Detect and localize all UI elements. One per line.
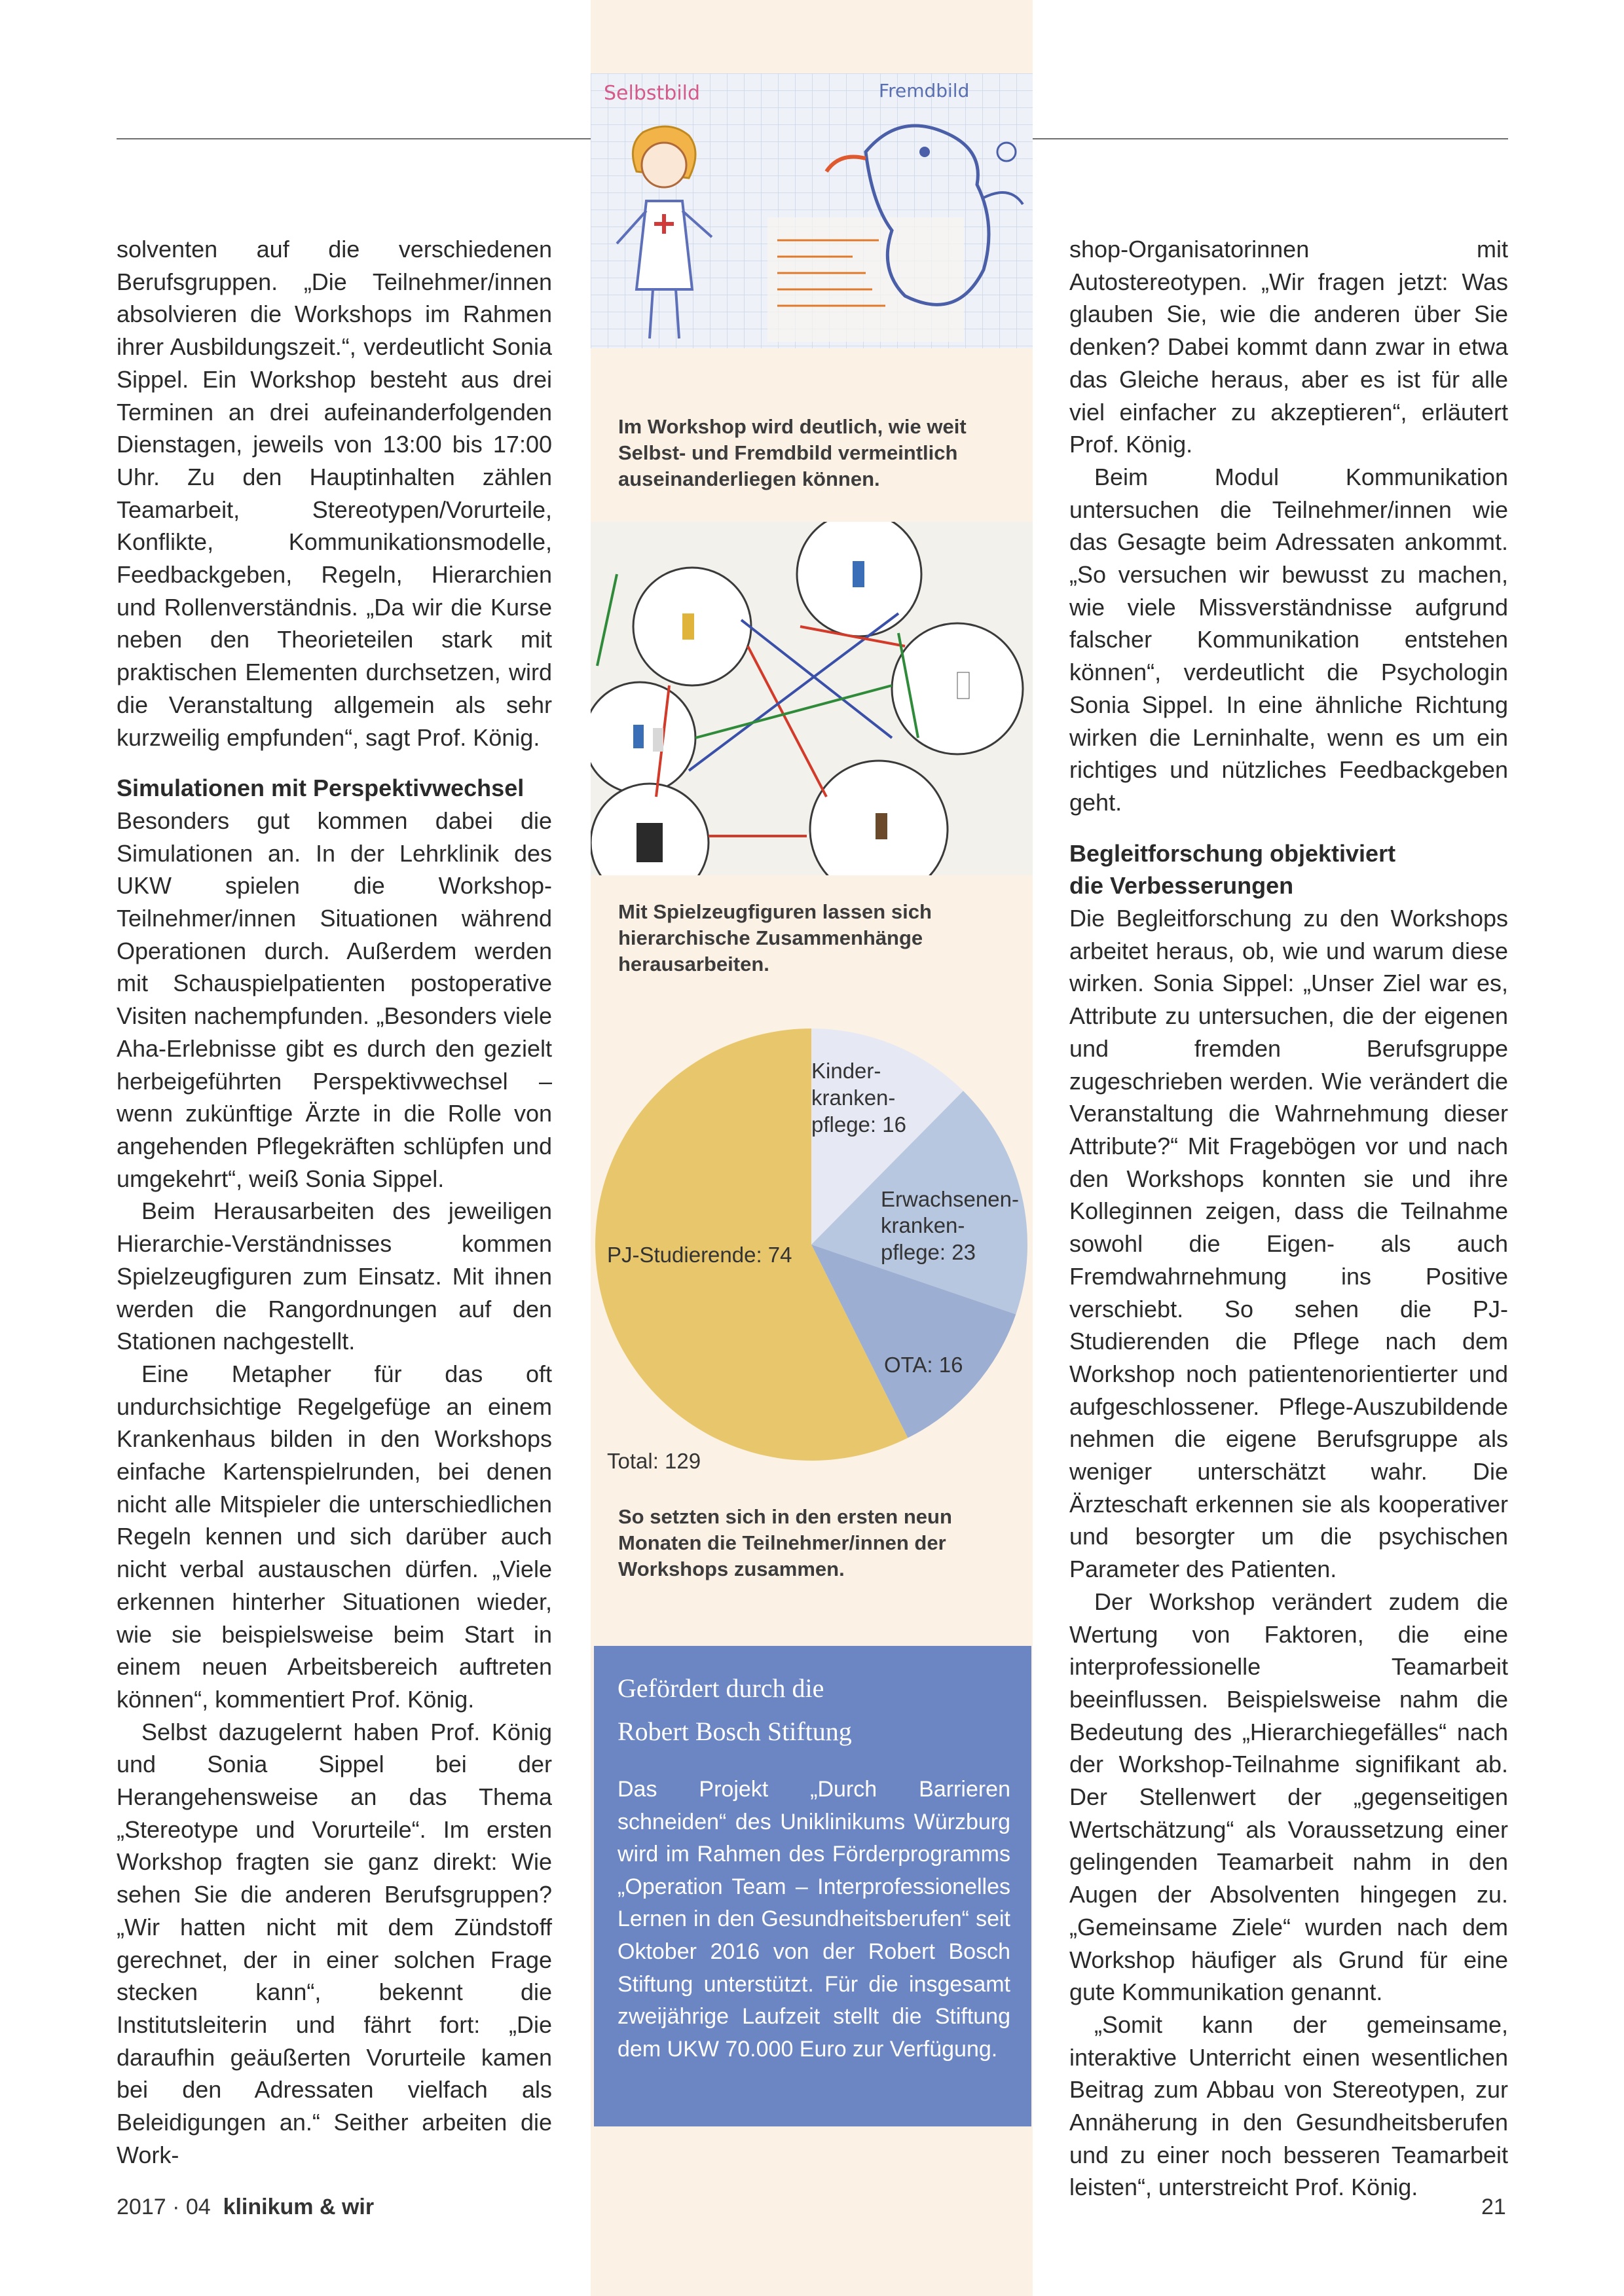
photo2-caption: Mit Spielzeugfiguren lassen sich hierarchische Zusammenhänge herausarbeiten.	[618, 900, 932, 975]
photo-selbstbild-fremdbild	[591, 73, 1033, 348]
pie-chart	[591, 1021, 1033, 1480]
chart-caption: So setzten sich in den ersten neun Monaten die Teilnehmer/innen der Workshops zusammen.	[618, 1505, 952, 1580]
left-paragraph-3: Beim Herausarbeiten des jeweiligen Hierarchie-Verständnisses kommen Spielzeugfiguren zum Einsatz. Mit ihnen werden die Rangordnungen auf den Stationen nachgestellt.	[117, 1197, 552, 1355]
pie-label-ota: OTA: 16	[884, 1353, 963, 1377]
photo-spielzeugfiguren	[591, 522, 1033, 875]
right-paragraph-4: Der Workshop verändert zudem die Wertung von Faktoren, die eine interprofessionelle Teamarbeit beeinflussen. Beispielsweise nahm die Bedeutung des „Hierarchiegefälles“ nach der Workshop-Teilnahme signifikant ab. Der Stellenwert der „gegenseitigen Wertschätzung“ als Voraussetzung einer gelingenden Teamarbeit nahm in den Augen der Absolventen hingegen zu. „Gemeinsame Ziele“ wurden nach dem Workshop häufiger als Grund für eine gute Kommunikation genannt.	[1069, 1588, 1508, 2006]
right-paragraph-3: Die Begleitforschung zu den Workshops arbeitet heraus, ob, wie und warum diese wirken. Sonia Sippel: „Unser Ziel war es, Attribute zu untersuchen, die der eigenen und fremden Berufsgruppe zugeschrieben werden. Wie verändert die Veranstaltung die Wahrnehmung dieser Attribute?“ Mit Fragebögen vor und nach den Workshops konnten sie und ihre Kolleginnen zeigen, dass die Teilnahme sowohl die Eigen- als auch Fremdwahrnehmung ins Positive verschiebt. So sehen die PJ-Studierenden die Pflege nach dem Workshop noch patientenorientierter und aufgeschlossener. Pflege-Auszubildende nehmen die eigene Berufsgruppe als weniger unterschätzt wahr. Die Ärzteschaft erkennen sie als kooperativer und besorgter um die psychischen Parameter des Patienten.	[1069, 905, 1508, 1583]
header-rule-left	[117, 138, 591, 139]
footer-issue-number: 2017 · 04	[117, 2195, 211, 2219]
funding-box-text: Das Projekt „Durch Barrieren schneiden“ des Uniklinikums Würzburg wird im Rahmen des Förderprogramms „Operation Team – Interprofessionelles Lernen in den Gesundheitsberufen“ seit Oktober 2016 von der Robert Bosch Stiftung unterstützt. Für die insgesamt zweijährige Laufzeit stellt die Stiftung dem UKW 70.000 Euro zur Verfügung.	[618, 1777, 1010, 2062]
left-paragraph-4: Eine Metapher für das oft undurchsichtige Regelgefüge an einem Krankenhaus bilden in den Workshops einfache Kartenspielrunden, bei denen nicht alle Mitspieler die unterschiedlichen Regeln kennen und sich darüber auch nicht verbal austauschen dürfen. „Viele erkennen hinterher Situationen wieder, wie sie beispielsweise beim Start in einem neuen Arbeitsbereich auftreten können“, kommentiert Prof. König.	[117, 1360, 552, 1713]
photo-label-fremdbild: Fremdbild	[879, 80, 970, 101]
right-paragraph-2: Beim Modul Kommunikation untersuchen die Teilnehmer/innen wie das Gesagte beim Adressaten ankommt. „So versuchen wir bewusst zu machen, wie viele Missverständnisse aufgrund falscher Kommunikation entstehen können“, verdeutlicht die Psychologin Sonia Sippel. In eine ähnliche Richtung wirken die Lerninhalte, wenn es um ein richtiges und nützliches Feedbackgeben geht.	[1069, 463, 1508, 816]
funding-title-line-2: Robert Bosch Stiftung	[618, 1717, 852, 1746]
section-heading-simulationen: Simulationen mit Perspektivwechsel	[117, 774, 525, 802]
pie-label-erwachsenen-3: pflege: 23	[881, 1240, 976, 1264]
pie-label-erwachsenen-1: Erwachsenen-	[881, 1187, 1019, 1211]
photo-label-selbstbild: Selbstbild	[604, 82, 701, 105]
pie-label-kinder-3: pflege: 16	[811, 1112, 906, 1137]
funding-box	[594, 1646, 1031, 2126]
section-heading-begleitforschung	[1069, 837, 1508, 902]
footer-page-number: 21	[1481, 2195, 1506, 2219]
section-heading-begleitforschung-line-2: die Verbesserungen	[1069, 872, 1294, 900]
section-heading-begleitforschung-line-1: Begleitforschung objektiviert	[1069, 839, 1396, 867]
right-column	[1069, 233, 1508, 2204]
pie-label-pj: PJ-Studierende: 74	[607, 1243, 792, 1267]
footer-magazine-name: klinikum & wir	[223, 2195, 375, 2219]
header-rule-right	[1033, 138, 1508, 139]
left-paragraph-2: Besonders gut kommen dabei die Simulationen an. In der Lehrklinik des UKW spielen die Workshop-Teilnehmer/innen Situationen während Operationen durch. Außerdem werden mit Schauspielpatienten postoperative Visiten nachempfunden. „Besonders viele Aha-Erlebnisse gibt es durch den gezielt herbeigeführten Perspektivwechsel – wenn zukünftige Ärzte in die Rolle von angehenden Pflegekräften schlüpfen und umgekehrt“, weiß Sonia Sippel.	[117, 807, 552, 1192]
funding-title-line-1: Gefördert durch die	[618, 1673, 824, 1703]
pie-label-kinder-2: kranken-	[811, 1085, 896, 1110]
funding-box-title	[618, 1667, 1010, 1753]
pie-total-label: Total: 129	[607, 1449, 701, 1473]
photo1-caption: Im Workshop wird deutlich, wie weit Selbst- und Fremdbild vermeintlich auseinanderliegen können.	[618, 415, 967, 490]
left-paragraph-5: Selbst dazugelernt haben Prof. König und Sonia Sippel bei der Herangehensweise an das Thema „Stereotype und Vorurteile“. Im ersten Workshop fragten sie ganz direkt: Wie sehen Sie die anderen Berufsgruppen? „Wir hatten nicht mit dem Zündstoff gerechnet, der in einer solchen Frage stecken kann“, bekennt die Institutsleiterin und fährt fort: „Die daraufhin geäußerten Vorurteile kamen bei den Adressaten vielfach als Beleidigungen an.“ Seither arbeiten die Work-	[117, 1718, 552, 2168]
left-paragraph-1: solventen auf die verschiedenen Berufsgruppen. „Die Teilnehmer/innen absolvieren die Workshops im Rahmen ihrer Ausbildungszeit.“, verdeutlicht Sonia Sippel. Ein Workshop besteht aus drei Terminen an drei aufeinanderfolgenden Dienstagen, jeweils von 13:00 bis 17:00 Uhr. Zu den Hauptinhalten zählen Teamarbeit, Stereotypen/Vorurteile, Konflikte, Kommunikationsmodelle, Feedbackgeben, Regeln, Hierarchien und Rollenverständnis. „Da wir die Kurse neben den Theorieteilen stark mit praktischen Elementen durchsetzen, wird die Veranstaltung allgemein als sehr kurzweilig empfunden“, sagt Prof. König.	[117, 236, 552, 751]
pie-label-kinder-1: Kinder-	[811, 1059, 881, 1083]
right-paragraph-1: shop-Organisatorinnen mit Autostereotypen. „Wir fragen jetzt: Was glauben Sie, wie die anderen über Sie denken? Dabei kommt dann zwar in etwa das Gleiche heraus, aber es ist für alle viel einfacher zu akzeptieren“, erläutert Prof. König.	[1069, 236, 1508, 458]
left-column	[117, 233, 552, 2171]
footer-issue	[117, 2195, 374, 2220]
right-paragraph-5: „Somit kann der gemeinsame, interaktive Unterricht einen wesentlichen Beitrag zum Abbau von Stereotypen, zur Annäherung in den Gesundheitsberufen und zu einer noch besseren Teamarbeit leisten“, unterstreicht Prof. König.	[1069, 2011, 1508, 2201]
pie-label-erwachsenen-2: kranken-	[881, 1213, 965, 1237]
